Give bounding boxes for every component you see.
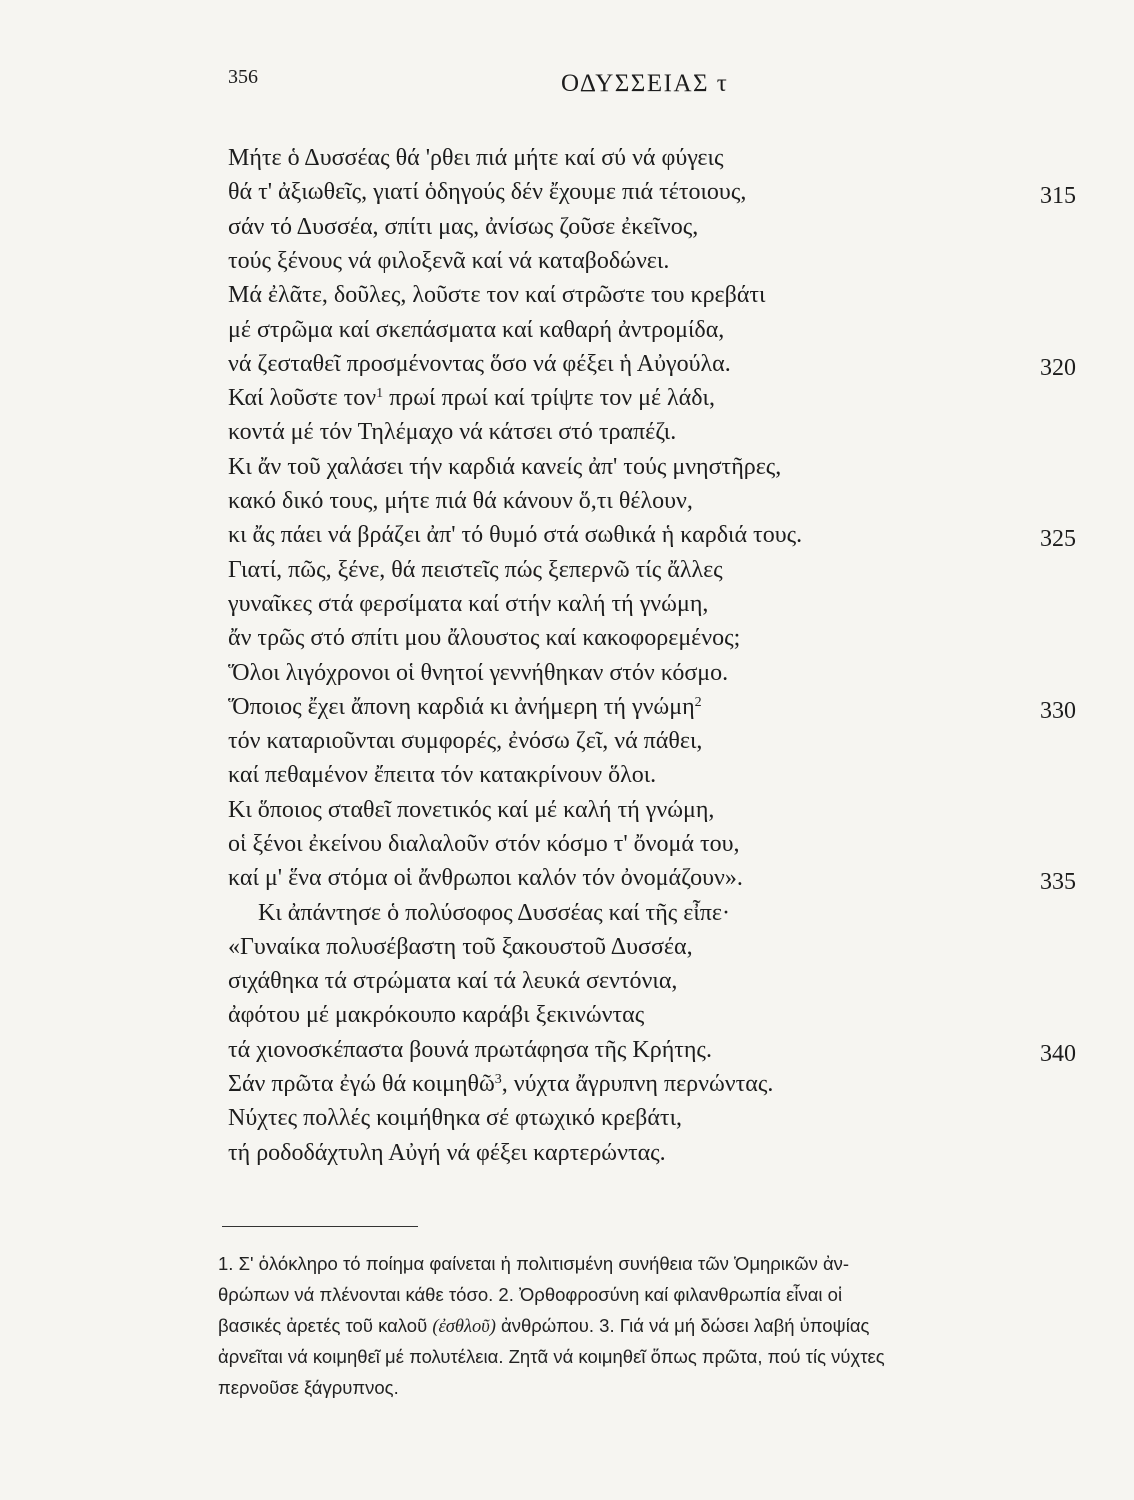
poem-line [228,860,743,896]
verse-number: 320 [1040,355,1076,381]
poem-line [228,449,781,485]
poem-line-text: Σάν πρῶτα ἐγώ θά κοιμηθῶ [228,1071,495,1097]
poem-line [228,689,702,725]
poem-line-text: «Γυναίκα πολυσέβαστη τοῦ ξακουστοῦ Δυσσέα, [228,934,693,960]
poem-line [228,1100,682,1136]
poem-line-text: Ὅλοι λιγόχρονοι οἱ θνητοί γεννήθηκαν στόν κόσμο. [228,660,729,686]
poem-line [228,483,693,519]
poem-line-text: μέ στρῶμα καί σκεπάσματα καί καθαρή ἀντρομίδα, [228,317,725,343]
poem-line [228,620,740,656]
verse-number: 335 [1040,869,1076,895]
poem-line [228,312,724,348]
poem-line-text: ἀφότου μέ μακρόκουπο καράβι ξεκινώντας [228,1002,645,1028]
poem-line-text: τά χιονοσκέπαστα βουνά πρωτάφησα τῆς Κρήτης. [228,1037,712,1063]
verse-number: 325 [1040,526,1076,552]
poem-line [228,277,766,313]
poem-line [228,1066,773,1102]
poem-line [228,586,708,622]
footnote-text: θρώπων νά πλένονται κάθε τόσο. 2. Ὀρθοφροσύνη καί φιλανθρωπία εἶναι οἱ [218,1284,843,1305]
poem-line [228,757,656,793]
poem-line-text: Μήτε ὁ Δυσσέας θά 'ρθει πιά μήτε καί σύ νά φύγεις [228,145,724,171]
verse-number: 330 [1040,698,1076,724]
footnote-text: βασικές ἀρετές τοῦ καλοῦ [218,1315,433,1336]
footnote-text: περνοῦσε ξάγρυπνος. [218,1377,399,1398]
poem-line [228,346,731,382]
footnotes [218,1248,1078,1403]
footnote-line [218,1248,1078,1279]
poem-line-text: οἱ ξένοι ἐκείνου διαλαλοῦν στόν κόσμο τ' ὄνομά του, [228,831,740,857]
poem-line-text: σιχάθηκα τά στρώματα καί τά λευκά σεντόνια, [228,968,678,994]
poem-line [228,826,740,862]
page-header [0,66,1134,106]
poem-line-text: καί μ' ἕνα στόμα οἱ ἄνθρωποι καλόν τόν ὀνομάζουν». [228,865,743,891]
poem-line [228,997,644,1033]
poem-line-text: κοντά μέ τόν Τηλέμαχο νά κάτσει στό τραπέζι. [228,419,677,445]
footnote-line [218,1310,1078,1341]
poem-line [228,140,723,176]
poem-line [228,552,723,588]
poem-line [228,929,693,965]
poem-line [228,380,715,416]
footnote-text: 1. Σ' ὁλόκληρο τό ποίημα φαίνεται ἡ πολιτισμένη συνήθεια τῶν Ὁμηρικῶν ἀν- [218,1253,850,1274]
footnote-line [218,1341,1078,1372]
poem-line [228,174,746,210]
poem-line [228,963,677,999]
poem-line [228,414,676,450]
poem-line-text: τούς ξένους νά φιλοξενᾶ καί νά καταβοδώνει. [228,248,670,274]
poem-line-text: Κι ἀπάντησε ὁ πολύσοφος Δυσσέας καί τῆς εἶπε· [258,900,730,926]
poem-line-text: Καί λοῦστε τον [228,385,377,411]
poem-line-text: Κι ἄν τοῦ χαλάσει τήν καρδιά κανείς ἀπ' τούς μνηστῆρες, [228,454,782,480]
poem-line-text: κι ἄς πάει νά βράζει ἀπ' τό θυμό στά σωθικά ἡ καρδιά τους. [228,522,803,548]
poem-line-text: γυναῖκες στά φερσίματα καί στήν καλή τή γνώμη, [228,591,709,617]
footnote-separator [222,1226,418,1227]
poem-line-text: ἄν τρῶς στό σπίτι μου ἄλουστος καί κακοφορεμένος; [228,625,741,651]
poem-line [258,895,730,931]
poem-line-text-rest: , νύχτα ἄγρυπνη περνώντας. [501,1071,774,1097]
poem-line-text: Κι ὅποιος σταθεῖ πονετικός καί μέ καλή τή γνώμη, [228,797,715,823]
poem-line [228,209,698,245]
poem-line [228,517,802,553]
poem-line-text: τή ροδοδάχτυλη Αὐγή νά φέξει καρτερώντας. [228,1140,666,1166]
poem-line-text: νά ζεσταθεῖ προσμένοντας ὅσο νά φέξει ἡ Αὐγούλα. [228,351,731,377]
running-title: ΟΔΥΣΣΕΙΑΣ τ [561,70,729,97]
poem-line-text: Γιατί, πῶς, ξένε, θά πειστεῖς πώς ξεπερνῶ τίς ἄλλες [228,557,723,583]
page-number: 356 [228,66,258,88]
poem-line [228,1135,666,1171]
poem-line [228,792,714,828]
poem-line-text: κακό δικό τους, μήτε πιά θά κάνουν ὅ,τι θέλουν, [228,488,693,514]
poem-line [228,243,669,279]
footnote-italic-term: (ἐσθλοῦ) [432,1317,496,1337]
footnote-marker: 3 [494,1072,502,1087]
footnote-marker: 1 [376,386,384,401]
poem-line-text-rest: πρωί πρωί καί τρίψτε τον μέ λάδι, [383,385,716,411]
poem-line [228,1032,712,1068]
poem-line-text: θά τ' ἀξιωθεῖς, γιατί ὁδηγούς δέν ἔχουμε πιά τέτοιους, [228,179,747,205]
footnote-marker: 2 [694,695,702,710]
poem-line [228,655,728,691]
poem-line-text: σάν τό Δυσσέα, σπίτι μας, ἀνίσως ζοῦσε ἐκεῖνος, [228,214,699,240]
poem-line-text: Ὅποιος ἔχει ἄπονη καρδιά κι ἀνήμερη τή γνώμη [228,694,695,720]
poem-line-text: Νύχτες πολλές κοιμήθηκα σέ φτωχικό κρεβάτι, [228,1105,683,1131]
footnote-line [218,1279,1078,1310]
poem-line-text: καί πεθαμένον ἔπειτα τόν κατακρίνουν ὅλοι. [228,762,657,788]
verse-number: 315 [1040,183,1076,209]
verse-number: 340 [1040,1041,1076,1067]
footnote-text-rest: ἀνθρώπου. 3. Γιά νά μή δώσει λαβή ὑποψίας [495,1315,870,1336]
footnote-text: ἀρνεῖται νά κοιμηθεῖ μέ πολυτέλεια. Ζητᾶ νά κοιμηθεῖ ὅπως πρῶτα, πού τίς νύχτες [218,1346,885,1367]
poem-line-text: Μά ἐλᾶτε, δοῦλες, λοῦστε τον καί στρῶστε του κρεβάτι [228,282,766,308]
poem-line-text: τόν καταριοῦνται συμφορές, ἐνόσω ζεῖ, νά πάθει, [228,728,703,754]
poem-line [228,723,702,759]
footnote-line [218,1372,1078,1403]
